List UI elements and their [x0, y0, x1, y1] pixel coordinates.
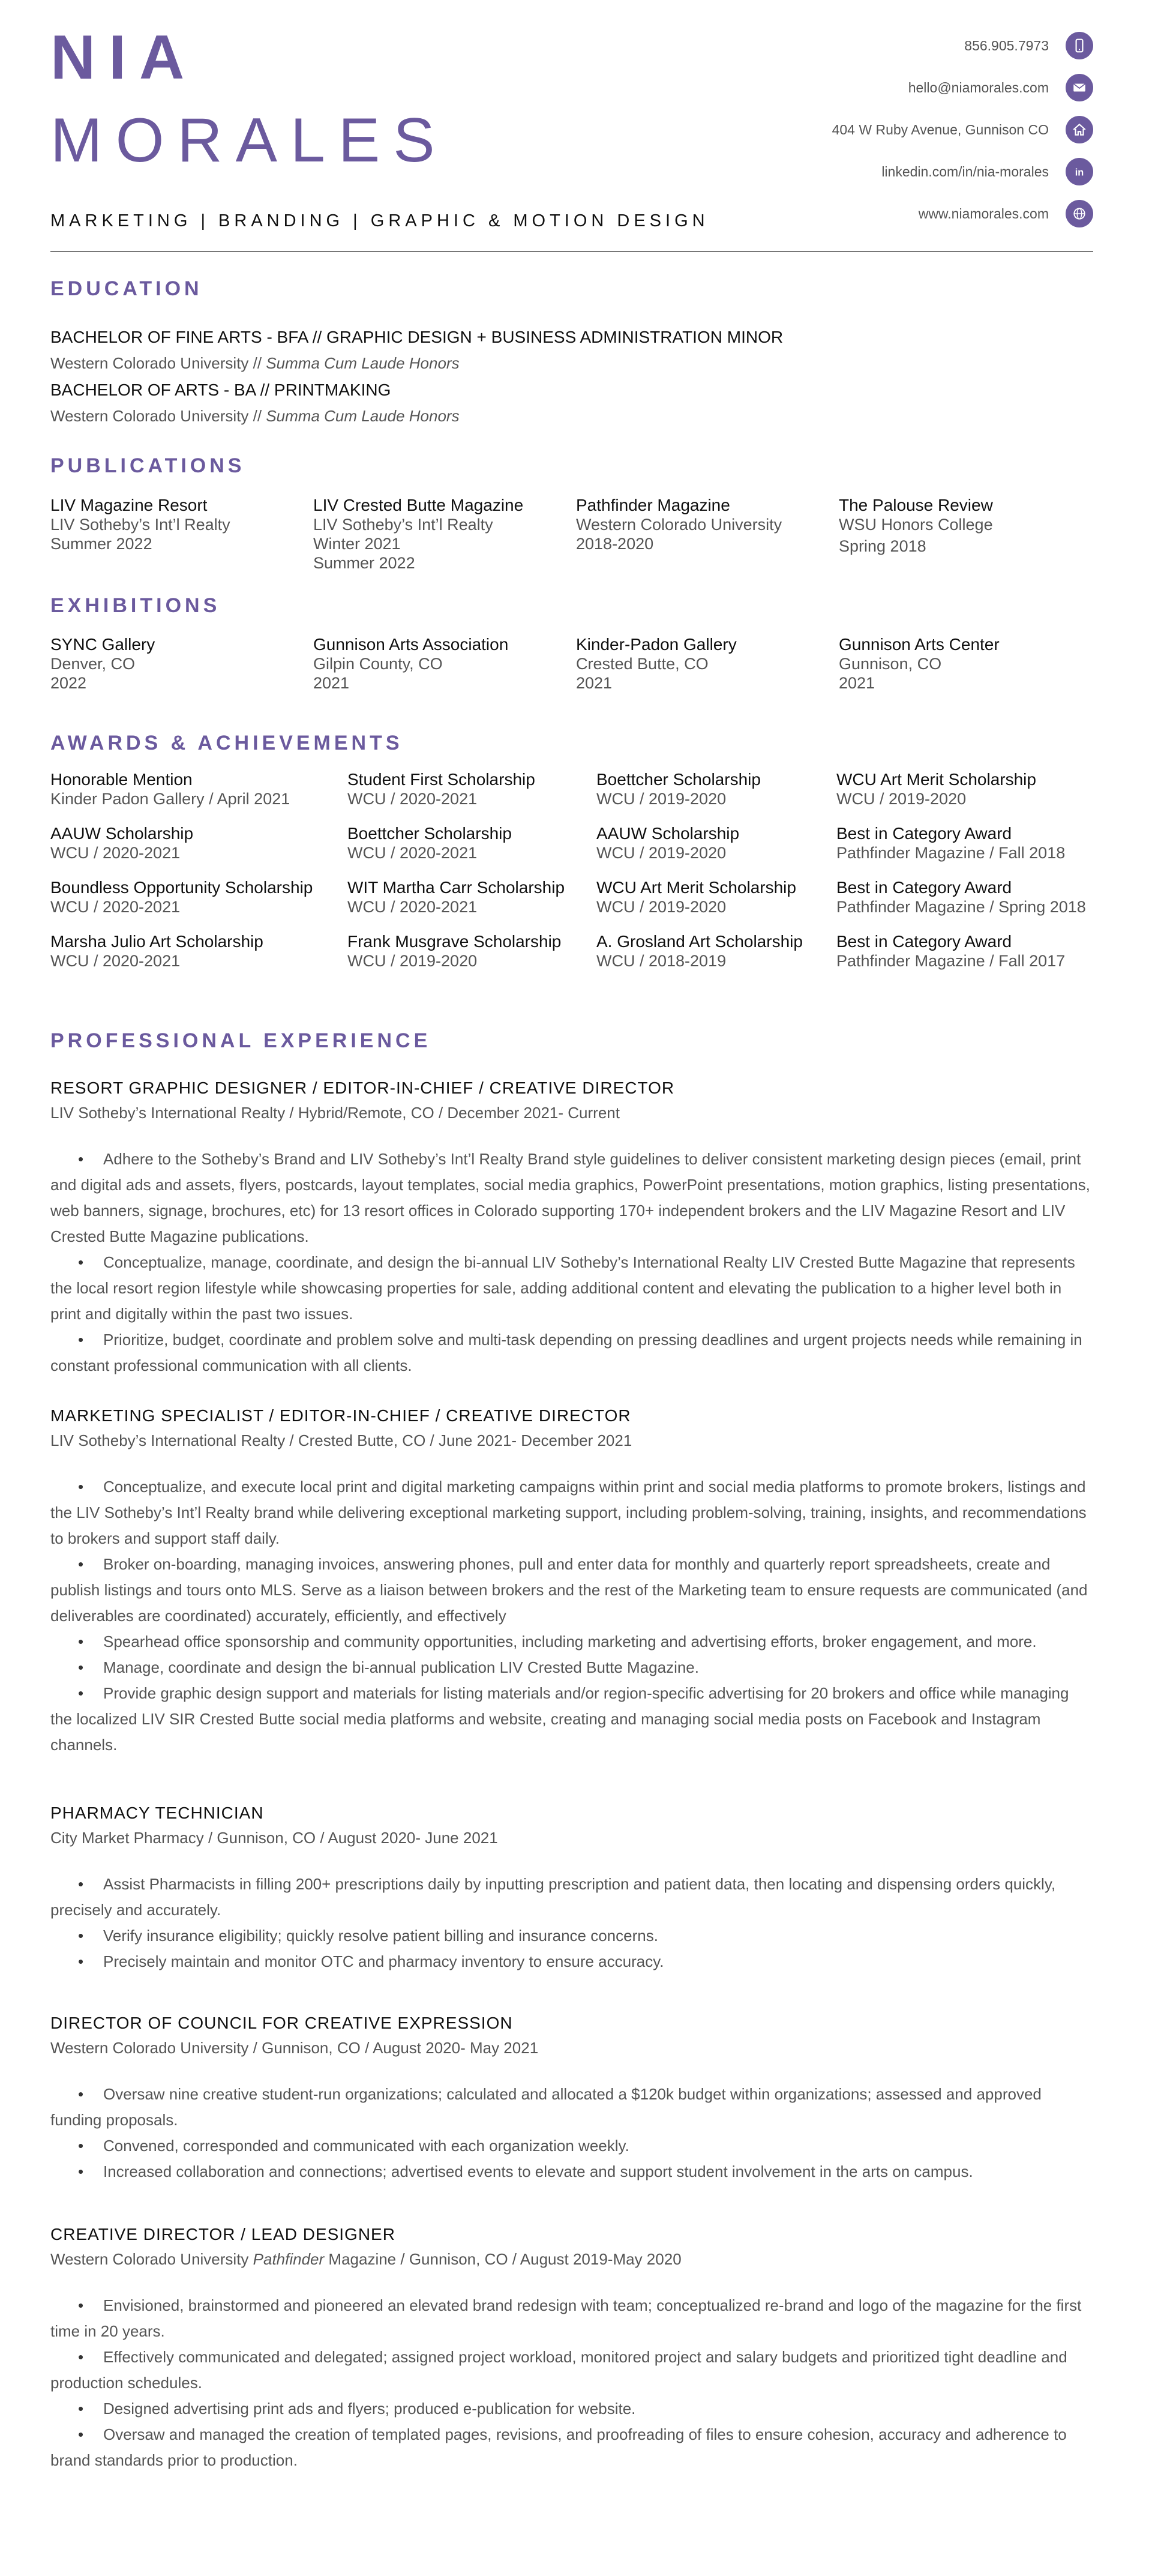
- email-icon: [1066, 74, 1093, 101]
- job-bullets: [50, 1871, 1094, 1975]
- job-bullet: • Conceptualize, manage, coordinate, and design the bi-annual LIV Sotheby’s International Realty LIV Crested Butte Magazine that represents the local resort region lifestyle while showcasing properties for sale, adding additional content and elevating the publication to a higher level both in print and digitally within the past two issues.: [50, 1250, 1094, 1327]
- publication-item: The Palouse Review WSU Honors College Spring 2018: [839, 496, 993, 555]
- award-item: AAUW Scholarship WCU / 2019-2020: [596, 824, 740, 862]
- award-item: A. Grosland Art Scholarship WCU / 2018-2019: [596, 932, 803, 970]
- award-item: Boundless Opportunity Scholarship WCU / 2020-2021: [50, 878, 313, 916]
- exhibitions-grid: [50, 635, 1094, 693]
- exhibition-item: Kinder-Padon Gallery Crested Butte, CO 2021: [576, 635, 737, 692]
- job-title: PHARMACY TECHNICIAN: [50, 1804, 264, 1822]
- job-bullet: • Effectively communicated and delegated; assigned project workload, monitored project and salary budgets and prioritized tight deadline and production schedules.: [50, 2344, 1094, 2396]
- award-item: Best in Category Award Pathfinder Magazine / Fall 2017: [836, 932, 1066, 970]
- job-bullet: • Oversaw and managed the creation of templated pages, revisions, and proofreading of files to ensure cohesion, accuracy and adherence to brand standards prior to production.: [50, 2422, 1094, 2473]
- job-bullets: [50, 2293, 1094, 2473]
- exhibition-item: SYNC Gallery Denver, CO 2022: [50, 635, 155, 692]
- contact-website[interactable]: [832, 199, 1093, 228]
- award-item: Frank Musgrave Scholarship WCU / 2019-2020: [347, 932, 562, 970]
- website-text: www.niamorales.com: [918, 205, 1049, 221]
- job-title: RESORT GRAPHIC DESIGNER / EDITOR-IN-CHIEF / CREATIVE DIRECTOR: [50, 1079, 675, 1097]
- job-bullet: • Assist Pharmacists in filling 200+ prescriptions daily by inputting prescription and patient data, then locating and dispensing orders quickly, precisely and accurately.: [50, 1871, 1094, 1923]
- globe-icon: [1066, 200, 1093, 227]
- exhibition-item: Gunnison Arts Association Gilpin County, CO 2021: [313, 635, 509, 692]
- job-bullet: • Prioritize, budget, coordinate and problem solve and multi-task depending on pressing deadlines and urgent projects needs while remaining in constant professional communication with all clients.: [50, 1327, 1094, 1379]
- job-org: City Market Pharmacy / Gunnison, CO / August 2020- June 2021: [50, 1829, 498, 1847]
- job-org: LIV Sotheby’s International Realty / Hybrid/Remote, CO / December 2021- Current: [50, 1104, 620, 1122]
- job-bullet: • Envisioned, brainstormed and pioneered an elevated brand redesign with team; conceptualized re-brand and logo of the magazine for the first time in 20 years.: [50, 2293, 1094, 2344]
- job-bullet: • Precisely maintain and monitor OTC and pharmacy inventory to ensure accuracy.: [50, 1949, 1094, 1975]
- job-bullet: • Broker on-boarding, managing invoices, answering phones, pull and enter data for monthly and quarterly report spreadsheets, create and publish listings and tours onto MLS. Serve as a liaison between brokers and the rest of the Marketing team to ensure requests are communicated (and deliverables are coordinated) accurately, efficiently, and effectively: [50, 1551, 1094, 1629]
- award-item: Best in Category Award Pathfinder Magazine / Spring 2018: [836, 878, 1086, 916]
- job-bullet: • Increased collaboration and connections; advertised events to elevate and support student involvement in the arts on campus.: [50, 2159, 1094, 2185]
- job-bullets: [50, 1146, 1094, 1379]
- contact-address[interactable]: [832, 115, 1093, 144]
- header-divider: [50, 251, 1093, 252]
- awards-grid: [50, 770, 1094, 971]
- job-title: MARKETING SPECIALIST / EDITOR-IN-CHIEF / CREATIVE DIRECTOR: [50, 1406, 631, 1425]
- education-heading: EDUCATION: [50, 277, 203, 300]
- address-text: 404 W Ruby Avenue, Gunnison CO: [832, 121, 1049, 137]
- publications-grid: [50, 496, 1094, 573]
- job-title: DIRECTOR OF COUNCIL FOR CREATIVE EXPRESSION: [50, 2014, 513, 2032]
- job-bullet: • Adhere to the Sotheby’s Brand and LIV Sotheby’s Int’l Realty Brand style guidelines to deliver consistent marketing design pieces (email, print and digital ads and assets, flyers, postcards, layout templates, social media graphics, PowerPoint presentations, motion graphics, listing presentations, web banners, signage, brochures, etc) for 13 resort offices in Colorado supporting 170+ independent brokers and the LIV Magazine Resort and LIV Crested Butte Magazine publications.: [50, 1146, 1094, 1250]
- last-name: MORALES: [50, 106, 448, 175]
- job-entry: [50, 2224, 1094, 2473]
- contact-phone[interactable]: [832, 31, 1093, 60]
- svg-text:in: in: [1075, 167, 1084, 178]
- awards-heading: AWARDS & ACHIEVEMENTS: [50, 732, 403, 754]
- award-item: Boettcher Scholarship WCU / 2019-2020: [596, 770, 761, 808]
- job-org: LIV Sotheby’s International Realty / Crested Butte, CO / June 2021- December 2021: [50, 1431, 632, 1449]
- job-entry: [50, 1406, 1094, 1758]
- award-item: Marsha Julio Art Scholarship WCU / 2020-2021: [50, 932, 263, 970]
- publications-heading: PUBLICATIONS: [50, 454, 245, 477]
- exhibition-item: Gunnison Arts Center Gunnison, CO 2021: [839, 635, 1000, 692]
- degree-school: Western Colorado University // Summa Cum Laude Honors: [50, 354, 460, 372]
- first-name: NIA: [50, 23, 198, 92]
- job-title: CREATIVE DIRECTOR / LEAD DESIGNER: [50, 2225, 395, 2243]
- award-item: Honorable Mention Kinder Padon Gallery / April 2021: [50, 770, 290, 808]
- job-entry: [50, 1803, 1094, 1975]
- linkedin-text: linkedin.com/in/nia-morales: [881, 163, 1049, 179]
- linkedin-icon: [1066, 158, 1093, 185]
- award-item: WCU Art Merit Scholarship WCU / 2019-2020: [596, 878, 796, 916]
- award-item: WIT Martha Carr Scholarship WCU / 2020-2021: [347, 878, 565, 916]
- job-bullet: • Designed advertising print ads and flyers; produced e-publication for website.: [50, 2396, 1094, 2422]
- job-org: Western Colorado University / Gunnison, CO / August 2020- May 2021: [50, 2039, 539, 2057]
- degree-title: BACHELOR OF ARTS - BA // PRINTMAKING: [50, 381, 391, 399]
- award-item: Student First Scholarship WCU / 2020-2021: [347, 770, 535, 808]
- home-icon: [1066, 116, 1093, 143]
- job-bullets: [50, 2081, 1094, 2185]
- exhibitions-heading: EXHIBITIONS: [50, 594, 221, 617]
- degree-title: BACHELOR OF FINE ARTS - BFA // GRAPHIC DESIGN + BUSINESS ADMINISTRATION MINOR: [50, 328, 784, 346]
- award-item: AAUW Scholarship WCU / 2020-2021: [50, 824, 194, 862]
- contact-linkedin[interactable]: [832, 157, 1093, 186]
- job-bullet: • Spearhead office sponsorship and community opportunities, including marketing and advertising efforts, broker engagement, and more.: [50, 1629, 1094, 1655]
- experience-heading: PROFESSIONAL EXPERIENCE: [50, 1029, 431, 1052]
- job-bullet: • Oversaw nine creative student-run organizations; calculated and allocated a $120k budget within organizations; assessed and approved funding proposals.: [50, 2081, 1094, 2133]
- job-bullet: • Verify insurance eligibility; quickly resolve patient billing and insurance concerns.: [50, 1923, 1094, 1949]
- publication-item: LIV Magazine Resort LIV Sotheby’s Int’l Realty Summer 2022: [50, 496, 230, 553]
- contact-list: [832, 31, 1093, 241]
- job-entry: [50, 2013, 1094, 2185]
- job-entry: [50, 1078, 1094, 1379]
- email-text: hello@niamorales.com: [908, 79, 1049, 95]
- job-bullets: [50, 1474, 1094, 1758]
- job-bullet: • Manage, coordinate and design the bi-annual publication LIV Crested Butte Magazine.: [50, 1655, 1094, 1681]
- job-org: Western Colorado University Pathfinder Magazine / Gunnison, CO / August 2019-May 2020: [50, 2250, 682, 2268]
- award-item: WCU Art Merit Scholarship WCU / 2019-2020: [836, 770, 1036, 808]
- job-bullet: • Conceptualize, and execute local print and digital marketing campaigns within print and social media platforms to promote brokers, listings and the LIV Sotheby’s Int’l Realty brand while delivering exceptional marketing support, including problem-solving, training, insights, and recommendations to brokers and support staff daily.: [50, 1474, 1094, 1551]
- job-bullet: • Convened, corresponded and communicated with each organization weekly.: [50, 2133, 1094, 2159]
- tagline: MARKETING | BRANDING | GRAPHIC & MOTION DESIGN: [50, 211, 709, 230]
- phone-icon: [1066, 32, 1093, 59]
- publication-item: Pathfinder Magazine Western Colorado University 2018-2020: [576, 496, 782, 553]
- phone-text: 856.905.7973: [964, 37, 1049, 53]
- contact-email[interactable]: [832, 73, 1093, 102]
- award-item: Best in Category Award Pathfinder Magazine / Fall 2018: [836, 824, 1066, 862]
- publication-item: LIV Crested Butte Magazine LIV Sotheby’s Int’l Realty Winter 2021 Summer 2022: [313, 496, 524, 572]
- job-bullet: • Provide graphic design support and materials for listing materials and/or region-specific advertising for 20 brokers and office while managing the localized LIV SIR Crested Butte social media platforms and website, creating and managing social media posts on Facebook and Instagram channels.: [50, 1681, 1094, 1758]
- award-item: Boettcher Scholarship WCU / 2020-2021: [347, 824, 512, 862]
- degree-school: Western Colorado University // Summa Cum Laude Honors: [50, 407, 460, 425]
